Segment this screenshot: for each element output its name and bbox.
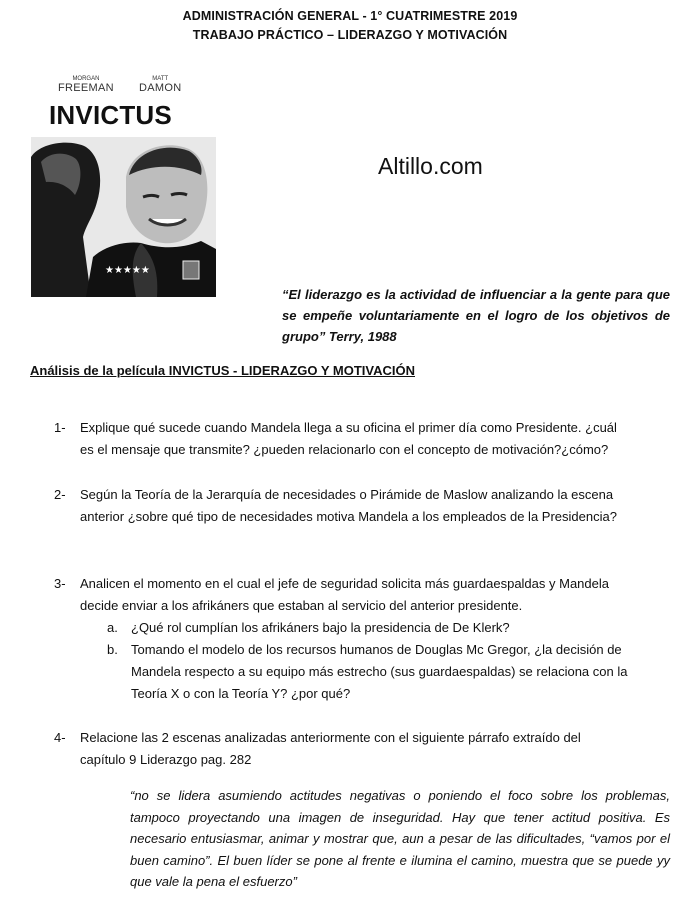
poster-actor-credit	[58, 75, 114, 93]
poster-actor-last-name: DAMON	[139, 82, 182, 94]
question-text-line: anterior ¿sobre qué tipo de necesidades motiva Mandela a los empleados de la Presidencia?	[80, 509, 617, 524]
sub-question-letter: a.	[107, 620, 118, 635]
question-text-line: Analicen el momento en el cual el jefe de seguridad solicita más guardaespaldas y Mandela	[80, 576, 609, 591]
watermark-text: Altillo.com	[378, 153, 483, 179]
question-text-line: Explique qué sucede cuando Mandela llega a su oficina el primer día como Presidente. ¿cuál	[80, 420, 617, 435]
poster-actor-first-name: MORGAN	[72, 76, 100, 82]
document-header-title: ADMINISTRACIÓN GENERAL - 1° CUATRIMESTRE 2019	[182, 9, 518, 23]
question-number: 2-	[54, 487, 66, 502]
poster-photo	[31, 137, 216, 297]
poster-title: INVICTUS	[49, 100, 172, 130]
question-text-line: Según la Teoría de la Jerarquía de necesidades o Pirámide de Maslow analizando la escena	[80, 487, 614, 502]
poster-actor-credit	[139, 75, 181, 93]
movie-poster-image	[31, 72, 216, 297]
section-title: Análisis de la película INVICTUS - LIDERAZGO Y MOTIVACIÓN	[30, 363, 416, 378]
sub-question-text-line: Mandela respecto a su equipo más estrecho (sus guardaespaldas) se relaciona con la	[131, 664, 628, 679]
leadership-definition-quote: “El liderazgo es la actividad de influenciar a la gente para que se empeñe voluntariamente en el logro de los objetivos de grupo” Terry, 1988	[282, 287, 670, 344]
question-number: 4-	[54, 730, 66, 745]
question-text-line: Relacione las 2 escenas analizadas anteriormente con el siguiente párrafo extraído del	[80, 730, 581, 745]
sub-question-text-line: ¿Qué rol cumplían los afrikáners bajo la presidencia de De Klerk?	[131, 620, 510, 635]
document-header-subtitle: TRABAJO PRÁCTICO – LIDERAZGO Y MOTIVACIÓN	[192, 28, 508, 42]
poster-actor-first-name: MATT	[152, 76, 169, 82]
question-number: 3-	[54, 576, 66, 591]
sub-question-text-line: Teoría X o con la Teoría Y? ¿por qué?	[131, 686, 351, 701]
sub-question-text-line: Tomando el modelo de los recursos humanos de Douglas Mc Gregor, ¿la decisión de	[131, 642, 622, 657]
question-text-line: es el mensaje que transmite? ¿pueden relacionarlo con el concepto de motivación?¿cómo?	[80, 442, 609, 457]
question-text-line: capítulo 9 Liderazgo pag. 282	[80, 752, 252, 767]
poster-actor-last-name: FREEMAN	[58, 82, 114, 94]
question-number: 1-	[54, 420, 66, 435]
sub-question-letter: b.	[107, 642, 118, 657]
svg-text:★★★★★: ★★★★★	[105, 265, 150, 276]
question-text-line: decide enviar a los afrikáners que estaban al servicio del anterior presidente.	[80, 598, 523, 613]
chapter-excerpt-quote: “no se lidera asumiendo actitudes negativas o poniendo el foco sobre los problemas, tampoco proyectando una imagen de inseguridad. Hay que tener actitud positiva. Es necesario entusiasmar, animar y mostrar que, aun a pesar de las dificultades, “vamos por el buen camino”. El buen líder se pone al frente e ilumina el camino, muestra que se puede yy que vale la pena el esfuerzo”	[130, 788, 670, 889]
